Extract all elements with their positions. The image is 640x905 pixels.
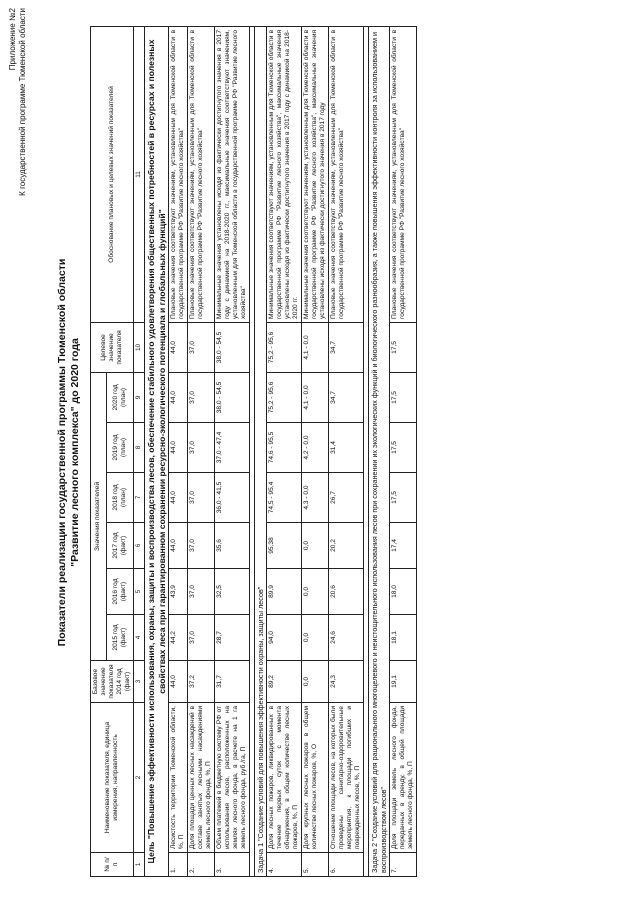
- document-title: [56, 0, 82, 905]
- index-cell: 1: [134, 853, 145, 877]
- row-2020: 4,1 - 0,0: [302, 372, 329, 422]
- col-header-target: Целевое значение показателя: [91, 322, 134, 372]
- col-header-basis: Обоснование плановых и целевых значений показателей: [91, 26, 134, 322]
- row-2017: 95,38: [267, 523, 302, 569]
- row-num: 5.: [302, 853, 329, 877]
- index-cell: 5: [134, 569, 145, 615]
- task-2-text: Задача 2 "Создание условий для рационального многоцелевого и неистощительного использования лесов при сохранении их экологических функций и биологического разнообразия, а также повышения эффективности контроля за использованием и воспроизводством лесов": [369, 26, 390, 876]
- index-cell: 11: [134, 26, 145, 322]
- row-2019: 4,2 - 0,0: [302, 423, 329, 473]
- row-2019: 37,0 - 47,4: [215, 423, 250, 473]
- row-num: 1.: [169, 853, 188, 877]
- row-2018: 74,5 - 95,4: [267, 473, 302, 523]
- row-name: Лесистость территории Тюменской области, %, П: [169, 703, 188, 853]
- row-basis: Плановые значения соответствуют значениям, установленным для Тюменской области в государственной программе РФ "Развитие лесного хозяйства": [390, 26, 417, 322]
- row-2020: 75,2 - 95,6: [267, 372, 302, 422]
- row-2018: 26,7: [329, 473, 364, 523]
- row-2016: 32,5: [215, 569, 250, 615]
- row-name: Доля крупных лесных пожаров в общем количестве лесных пожаров, %, О: [302, 703, 329, 853]
- row-target: 37,0: [188, 322, 215, 372]
- task-1-text: Задача 1 "Создание условий для повышения эффективности охраны, защиты лесов": [255, 26, 267, 876]
- row-name: Доля площади земель лесного фонда, переданных в аренду, в общей площади земель лесного фонда, %, П: [390, 703, 417, 853]
- goal-text: Цель "Повышение эффективности использования, охраны, защиты и воспроизводства лесов, обеспечение стабильного удовлетворения общественных потребностей в ресурсах и полезных свойствах леса при гарантированном сохранении ресурсно-экологического потенциала и глобальных функций": [145, 26, 169, 876]
- row-2016: 89,9: [267, 569, 302, 615]
- row-target: 75,2 - 95,6: [267, 322, 302, 372]
- col-header-2020: 2020 год (план): [106, 372, 133, 422]
- column-index-row: [134, 26, 145, 876]
- row-2016: 37,0: [188, 569, 215, 615]
- row-base: 89,2: [267, 661, 302, 703]
- row-num: 6.: [329, 853, 364, 877]
- col-header-values-group: Значения показателей: [91, 372, 107, 660]
- index-cell: 3: [134, 661, 145, 703]
- row-basis: Плановые значения соответствуют значениям, установленным для Тюменской области в государственной программе РФ "Развитие лесного хозяйства": [169, 26, 188, 322]
- index-cell: 8: [134, 423, 145, 473]
- row-2017: 20,2: [329, 523, 364, 569]
- row-2016: 0,0: [302, 569, 329, 615]
- row-2019: 44,0: [169, 423, 188, 473]
- row-2018: 17,5: [390, 473, 417, 523]
- table-row: [390, 26, 417, 876]
- row-base: 44,0: [169, 661, 188, 703]
- title-line-1: Показатели реализации государственной программы Тюменской области: [56, 258, 68, 647]
- row-basis: Минимальные значения соответствуют значениям, установленным для Тюменской области в государственной программе РФ "Развитие лесного хозяйства", максимальные значения установлены исходя из фактически достигнутого значения в 2017 году с динамикой на 2018-2020 гг.: [267, 26, 302, 322]
- row-2016: 20,6: [329, 569, 364, 615]
- row-2019: 74,6 - 95,5: [267, 423, 302, 473]
- row-base: 31,7: [215, 661, 250, 703]
- index-cell: 9: [134, 372, 145, 422]
- index-cell: 7: [134, 473, 145, 523]
- col-header-num: № п/п: [91, 853, 134, 877]
- row-2017: 0,0: [302, 523, 329, 569]
- row-num: 2.: [188, 853, 215, 877]
- row-base: 24,3: [329, 661, 364, 703]
- task-1-row: [255, 26, 267, 876]
- row-basis: Плановые значения соответствуют значениям, установленным для Тюменской области в государственной программе РФ "Развитие лесного хозяйства": [329, 26, 364, 322]
- table-row: [215, 26, 250, 876]
- row-2019: 31,4: [329, 423, 364, 473]
- row-num: 3.: [215, 853, 250, 877]
- row-2015: 37,0: [188, 615, 215, 661]
- row-2017: 35,6: [215, 523, 250, 569]
- row-2017: 17,4: [390, 523, 417, 569]
- table-row: [302, 26, 329, 876]
- row-target: 4,1 - 0,0: [302, 322, 329, 372]
- row-2015: 18,1: [390, 615, 417, 661]
- row-2015: 0,0: [302, 615, 329, 661]
- row-base: 37,2: [188, 661, 215, 703]
- col-header-2015: 2015 год (факт): [106, 615, 133, 661]
- row-name: Объем платежей в бюджетную систему РФ от использования лесов, расположенных на землях лесного фонда, в расчете на 1 га земель лесного фонда, руб./га, П: [215, 703, 250, 853]
- header-row-1: [91, 26, 107, 876]
- index-cell: 2: [134, 703, 145, 853]
- row-base: 19,1: [390, 661, 417, 703]
- appendix-note: [8, 8, 28, 196]
- row-2020: 37,0: [188, 372, 215, 422]
- col-header-2016: 2016 год (факт): [106, 569, 133, 615]
- row-2020: 38,0 - 54,5: [215, 372, 250, 422]
- goal-row: [145, 26, 169, 876]
- title-line-2: "Развитие лесного комплекса" до 2020 года: [69, 338, 81, 567]
- col-header-2019: 2019 год (план): [106, 423, 133, 473]
- row-name: Доля лесных пожаров, ликвидированных в течение первых суток с момента обнаружения, в общем количестве лесных пожаров, %, П: [267, 703, 302, 853]
- col-header-2018: 2018 год (план): [106, 473, 133, 523]
- row-target: 17,5: [390, 322, 417, 372]
- table-row: [188, 26, 215, 876]
- index-cell: 4: [134, 615, 145, 661]
- table-row: [169, 26, 188, 876]
- row-name: Доля площади ценных лесных насаждений в составе занятых лесными насаждениями земель лесного фонда, %, П: [188, 703, 215, 853]
- row-2017: 37,0: [188, 523, 215, 569]
- row-target: 44,0: [169, 322, 188, 372]
- row-2017: 44,0: [169, 523, 188, 569]
- table-row: [329, 26, 364, 876]
- row-2016: 18,0: [390, 569, 417, 615]
- col-header-base: Базовое значение показателя 2014 год (факт): [91, 661, 134, 703]
- row-2019: 37,0: [188, 423, 215, 473]
- row-2020: 44,0: [169, 372, 188, 422]
- indicators-table: [90, 26, 417, 877]
- row-2018: 44,0: [169, 473, 188, 523]
- row-2015: 28,7: [215, 615, 250, 661]
- row-2015: 44,2: [169, 615, 188, 661]
- row-name: Отношение площади лесов, на которых были проведены санитарно-оздоровительные мероприятия, к площади погибших и поврежденных лесов, %, П: [329, 703, 364, 853]
- row-target: 34,7: [329, 322, 364, 372]
- appendix-line-2: К государственной программе Тюменской области: [18, 8, 27, 196]
- row-2019: 17,5: [390, 423, 417, 473]
- row-2020: 17,5: [390, 372, 417, 422]
- row-target: 38,0 - 54,5: [215, 322, 250, 372]
- row-2018: 37,0: [188, 473, 215, 523]
- row-2018: 4,3 - 0,0: [302, 473, 329, 523]
- row-num: 7.: [390, 853, 417, 877]
- col-header-2017: 2017 год (факт): [106, 523, 133, 569]
- col-header-name: Наименование показателя, единица измерения, направленность: [91, 703, 134, 853]
- row-basis: Плановые значения соответствуют значениям, установленным для Тюменской области в государственной программе РФ "Развитие лесного хозяйства": [188, 26, 215, 322]
- row-basis: Минимальные значения соответствуют значениям, установленным для Тюменской области в государственной программе РФ "Развитие лесного хозяйства", максимальные значения установлены исходя из фактически достигнутого значения в 2017 году: [302, 26, 329, 322]
- row-2020: 34,7: [329, 372, 364, 422]
- row-2015: 24,6: [329, 615, 364, 661]
- row-2016: 43,9: [169, 569, 188, 615]
- row-2015: 94,0: [267, 615, 302, 661]
- index-cell: 6: [134, 523, 145, 569]
- row-num: 4.: [267, 853, 302, 877]
- row-base: 0,0: [302, 661, 329, 703]
- row-basis: Минимальные значения установлены исходя из фактически достигнутого значения в 2017 году с динамикой на 2018-2020 гг., максимальные значения соответствуют значениям, установленным для Тюменской области в государственной программе РФ "Развитие лесного хозяйства": [215, 26, 250, 322]
- appendix-line-1: Приложение №2: [8, 8, 17, 71]
- task-2-row: [369, 26, 390, 876]
- table-row: [267, 26, 302, 876]
- row-2018: 36,0 - 41,5: [215, 473, 250, 523]
- index-cell: 10: [134, 322, 145, 372]
